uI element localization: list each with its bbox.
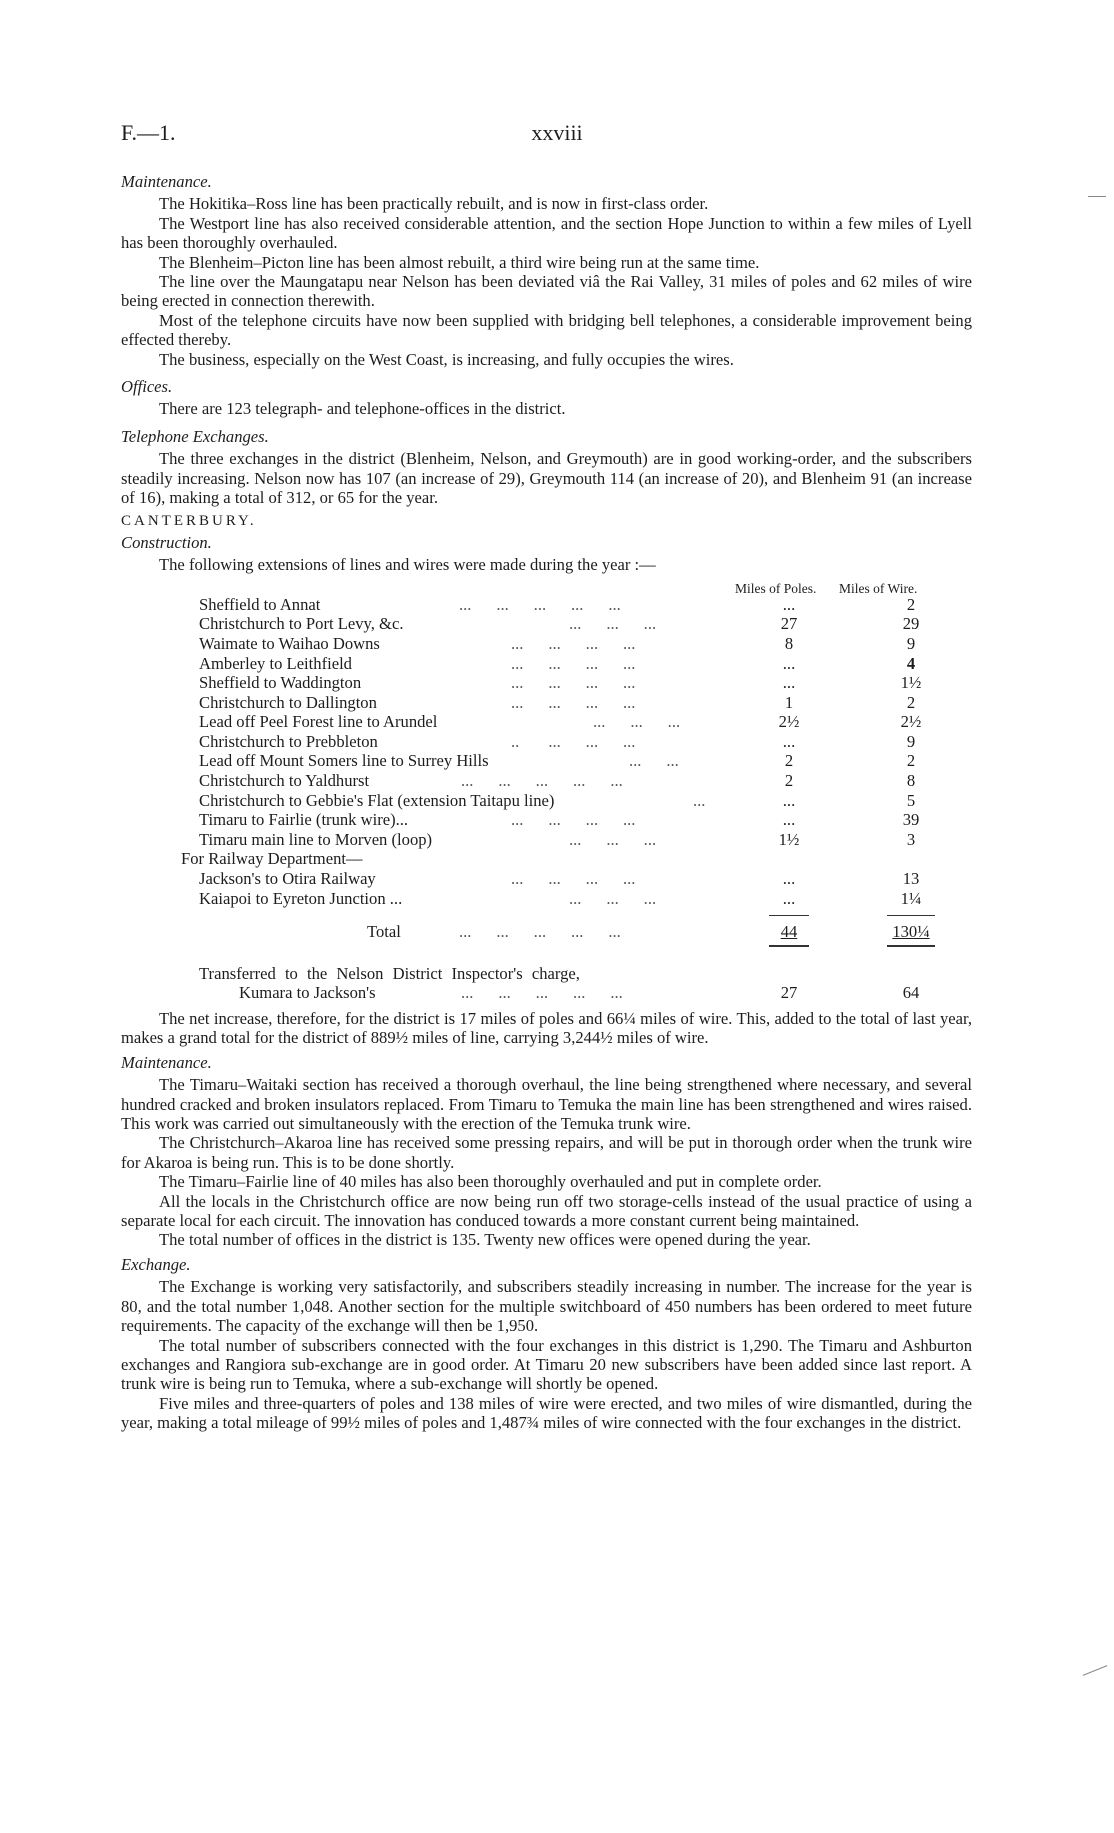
table-row: Lead off Peel Forest line to Arundel ... ... ... 2½ 2½	[121, 712, 972, 732]
table-row: Waimate to Waihao Downs ... ... ... ... 8 9	[121, 634, 972, 654]
total-wire: 130¼	[892, 922, 930, 942]
transferred-poles: 27	[780, 983, 798, 1003]
row-wire: 2	[906, 692, 916, 712]
row-label: Sheffield to Waddington	[199, 673, 362, 693]
row-label: Timaru main line to Morven (loop)	[199, 829, 433, 849]
row-poles: ...	[782, 594, 796, 614]
transferred-wire: 64	[902, 983, 920, 1003]
row-label: Christchurch to Port Levy, &c.	[199, 614, 404, 634]
row-label: Christchurch to Gebbie's Flat (extension Taitapu line)	[199, 790, 555, 810]
table-row: Christchurch to Port Levy, &c. ... ... ... 27 29	[121, 614, 972, 634]
paragraph: The business, especially on the West Coast, is increasing, and fully occupies the wires.	[159, 349, 734, 369]
margin-mark	[1083, 1665, 1107, 1676]
paragraph: The Westport line has also received considerable attention, and the section Hope Junction to within a few miles of Lyell has been thoroughly overhauled.	[121, 213, 972, 253]
paragraph-net-increase: The net increase, therefore, for the district is 17 miles of poles and 66¼ miles of wire. This, added to the total of last year, makes a grand total for the district of 889½ miles of line, carrying 3,244½ miles of wire.	[121, 1009, 972, 1048]
transferred-location: Kumara to Jackson's	[239, 983, 376, 1003]
row-label: Amberley to Leithfield	[199, 653, 352, 673]
row-wire: 1½	[900, 673, 922, 693]
paragraph: All the locals in the Christchurch office are now being run off two storage-cells instead of the usual practice of using a separate local for each circuit. The innovation has conduced towards a more constant current being maintained.	[121, 1191, 972, 1231]
paragraph: The three exchanges in the district (Blenheim, Nelson, and Greymouth) are in good working-order, and the subscribers steadily increasing. Nelson now has 107 (an increase of 29), Greymouth 114 (an increase of 20), and Blenheim 91 (an increase of 16), making a total of 312, or 65 for the year.	[121, 449, 972, 508]
row-label: Timaru to Fairlie (trunk wire)...	[199, 810, 409, 830]
row-wire: 3	[906, 829, 916, 849]
row-poles: 8	[784, 633, 794, 653]
heading-telephone-exchanges: Telephone Exchanges.	[121, 426, 269, 446]
table-row: Sheffield to Annat ... ... ... ... ... ... 2	[121, 595, 972, 615]
transferred-label: Transferred to the Nelson District Inspector's charge,	[199, 963, 580, 983]
row-wire: 1¼	[900, 888, 922, 908]
total-poles: 44	[780, 922, 798, 942]
row-label: Lead off Mount Somers line to Surrey Hills	[199, 751, 489, 771]
table-row: Lead off Mount Somers line to Surrey Hills ... ... 2 2	[121, 751, 972, 771]
row-poles: 1½	[778, 829, 800, 849]
paragraph: Five miles and three-quarters of poles and 138 miles of wire were erected, and two miles of wire dismantled, during the year, making a total mileage of 99½ miles of poles and 1,487¾ miles of wire connected with the four exchanges in the district.	[121, 1393, 972, 1433]
row-label: Lead off Peel Forest line to Arundel	[199, 712, 438, 732]
row-wire: 13	[902, 869, 920, 889]
row-poles: 1	[784, 692, 794, 712]
paragraph: The Blenheim–Picton line has been almost rebuilt, a third wire being run at the same time.	[159, 252, 760, 272]
table-row: Kaiapoi to Eyreton Junction ... ... ... ... ... 1¼	[121, 889, 972, 909]
heading-exchange: Exchange.	[121, 1254, 191, 1274]
heading-canterbury: CANTERBURY.	[121, 512, 257, 529]
paragraph: The Christchurch–Akaroa line has received some pressing repairs, and will be put in thorough order when the trunk wire for Akaroa is being run. This is to be done shortly.	[121, 1133, 972, 1172]
table-row: Timaru to Fairlie (trunk wire)... ... ... ... ... ... 39	[121, 810, 972, 830]
heading-offices: Offices.	[121, 377, 173, 397]
table-row: Christchurch to Dallington ... ... ... ... 1 2	[121, 693, 972, 713]
row-poles: ...	[782, 810, 796, 830]
row-wire: 4	[906, 653, 916, 673]
row-wire: 39	[902, 810, 920, 830]
upper-text-block	[121, 167, 972, 1433]
table-intro: The following extensions of lines and wires were made during the year :—	[159, 555, 656, 575]
row-wire: 8	[906, 771, 916, 791]
table-row: Christchurch to Prebbleton .. ... ... ... ... 9	[121, 732, 972, 752]
extensions-table	[121, 577, 972, 1003]
row-label: Sheffield to Annat	[199, 594, 321, 614]
paragraph: The total number of subscribers connected with the four exchanges in this district is 1,290. The Timaru and Ashburton exchanges and Rangiora sub-exchange are in good order. At Timaru 20 new subscribers have been added since last report. A trunk wire is being run to Temuka, where a sub-exchange will shortly be opened.	[121, 1335, 972, 1394]
row-poles: ...	[782, 790, 796, 810]
row-poles: 2½	[778, 712, 800, 732]
paragraph: The Exchange is working very satisfactorily, and subscribers steadily increasing in number. The increase for the year is 80, and the total number 1,048. Another section for the multiple switchboard of 450 numbers has been ordered to meet future requirements. The capacity of the exchange will then be 1,950.	[121, 1277, 972, 1336]
table-row: Christchurch to Gebbie's Flat (extension Taitapu line) ... ... 5	[121, 791, 972, 811]
paragraph: The Timaru–Waitaki section has received a thorough overhaul, the line being strengthened where necessary, and several hundred cracked and broken insulators replaced. From Timaru to Temuka the main line has been strengthened and wires raised. This work was carried out simultaneously with the erection of the Temuka trunk wire.	[121, 1075, 972, 1134]
row-poles: ...	[782, 888, 796, 908]
table-row: Sheffield to Waddington ... ... ... ... ... 1½	[121, 673, 972, 693]
column-header-poles: Miles of Poles.	[735, 580, 817, 596]
row-label: Christchurch to Yaldhurst	[199, 771, 370, 791]
group-label: For Railway Department—	[181, 849, 363, 869]
row-poles: ...	[782, 731, 796, 751]
paragraph: The Hokitika–Ross line has been practically rebuilt, and is now in first-class order.	[159, 194, 709, 214]
total-rule-bottom	[121, 942, 972, 964]
paragraph: The Timaru–Fairlie line of 40 miles has also been thoroughly overhauled and put in complete order.	[159, 1172, 822, 1192]
row-poles: ...	[782, 869, 796, 889]
table-header	[121, 577, 972, 595]
paragraph: Most of the telephone circuits have now been supplied with bridging bell telephones, a considerable improvement being effected thereby.	[121, 310, 972, 350]
transferred-row-1	[121, 964, 972, 984]
row-wire: 5	[906, 790, 916, 810]
paragraph: The total number of offices in the district is 135. Twenty new offices were opened during the year.	[159, 1230, 811, 1250]
column-header-wire: Miles of Wire.	[839, 580, 918, 596]
page-reference: F.—1.	[121, 120, 176, 145]
paragraph: There are 123 telegraph- and telephone-offices in the district.	[159, 399, 566, 419]
row-poles: 2	[784, 771, 794, 791]
total-label: Total	[367, 922, 401, 942]
row-wire: 29	[902, 614, 920, 634]
table-row: Timaru main line to Morven (loop) ... ... ... 1½ 3	[121, 830, 972, 850]
page-number: xxviii	[531, 120, 583, 145]
heading-maintenance-2: Maintenance.	[121, 1052, 212, 1072]
row-label: Christchurch to Dallington	[199, 692, 377, 712]
row-poles: ...	[782, 653, 796, 673]
row-wire: 2½	[900, 712, 922, 732]
row-wire: 2	[906, 751, 916, 771]
row-wire: 9	[906, 731, 916, 751]
heading-construction: Construction.	[121, 532, 212, 552]
margin-mark	[1088, 196, 1106, 197]
table-group-row	[121, 849, 972, 869]
row-label: Jackson's to Otira Railway	[199, 869, 376, 889]
row-poles: ...	[782, 673, 796, 693]
row-label: Christchurch to Prebbleton	[199, 731, 378, 751]
heading-maintenance: Maintenance.	[121, 172, 212, 191]
table-row: Christchurch to Yaldhurst ... ... ... ... ... 2 8	[121, 771, 972, 791]
row-label: Waimate to Waihao Downs	[199, 633, 380, 653]
row-poles: 27	[780, 614, 798, 634]
row-label: Kaiapoi to Eyreton Junction ...	[199, 888, 403, 908]
table-total-row: Total ... ... ... ... ... 44 130¼	[121, 922, 972, 942]
row-wire: 2	[906, 594, 916, 614]
total-rule-top	[121, 908, 972, 922]
paragraph: The line over the Maungatapu near Nelson has been deviated viâ the Rai Valley, 31 miles of poles and 62 miles of wire being erected in connection therewith.	[121, 272, 972, 311]
row-wire: 9	[906, 633, 916, 653]
table-row: Jackson's to Otira Railway ... ... ... ... ... 13	[121, 869, 972, 889]
transferred-row-2: Kumara to Jackson's ... ... ... ... ... 27 64	[121, 983, 972, 1003]
table-row: Amberley to Leithfield ... ... ... ... ... 4	[121, 654, 972, 674]
row-poles: 2	[784, 751, 794, 771]
